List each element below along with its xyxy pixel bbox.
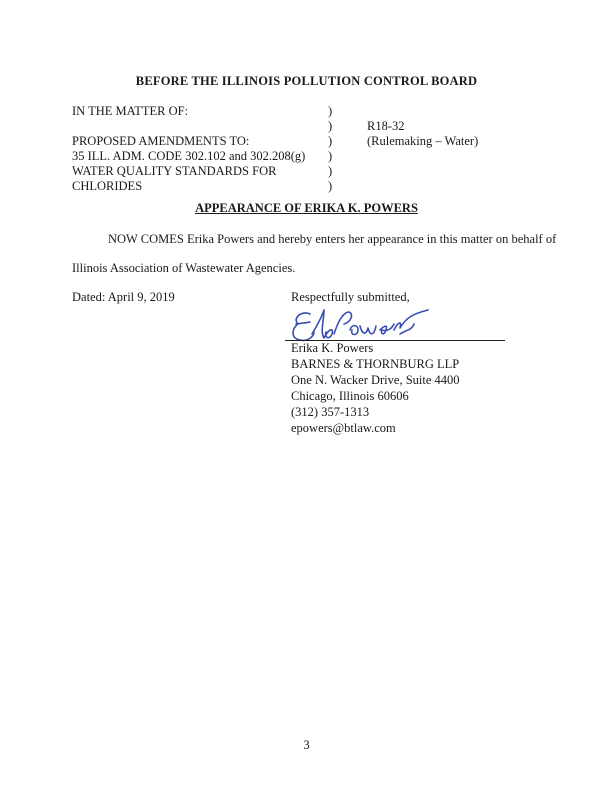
firm-phone: (312) 357-1313 bbox=[291, 405, 370, 419]
signer-name: Erika K. Powers bbox=[291, 341, 374, 355]
page-number: 3 bbox=[303, 738, 310, 752]
firm-address-line-2: Chicago, Illinois 60606 bbox=[291, 389, 409, 403]
caption-matter-of: IN THE MATTER OF: bbox=[72, 104, 189, 118]
caption-paren: ) bbox=[328, 164, 333, 178]
docket-number: R18-32 bbox=[367, 119, 405, 133]
caption-paren: ) bbox=[328, 104, 333, 118]
rulemaking-type: (Rulemaking – Water) bbox=[367, 134, 479, 148]
caption-code: 35 ILL. ADM. CODE 302.102 and 302.208(g) bbox=[72, 149, 306, 163]
caption-proposed-amendments: PROPOSED AMENDMENTS TO: bbox=[72, 134, 250, 148]
caption-paren: ) bbox=[328, 179, 333, 193]
dated-line: Dated: April 9, 2019 bbox=[72, 290, 175, 304]
signer-email: epowers@btlaw.com bbox=[291, 421, 396, 435]
appearance-body-line-1: NOW COMES Erika Powers and hereby enters her appearance in this matter on behalf of bbox=[108, 232, 557, 246]
caption-paren: ) bbox=[328, 149, 333, 163]
caption-paren: ) bbox=[328, 134, 333, 148]
caption-paren: ) bbox=[328, 119, 333, 133]
respectfully-submitted: Respectfully submitted, bbox=[291, 290, 410, 304]
law-firm-name: BARNES & THORNBURG LLP bbox=[291, 357, 460, 371]
document-header-title: BEFORE THE ILLINOIS POLLUTION CONTROL BOARD bbox=[135, 74, 478, 88]
firm-address-line-1: One N. Wacker Drive, Suite 4400 bbox=[291, 373, 460, 387]
caption-standards: WATER QUALITY STANDARDS FOR bbox=[72, 164, 277, 178]
appearance-title: APPEARANCE OF ERIKA K. POWERS bbox=[195, 201, 418, 215]
caption-chlorides: CHLORIDES bbox=[72, 179, 143, 193]
appearance-body-line-2: Illinois Association of Wastewater Agencies. bbox=[72, 261, 296, 275]
